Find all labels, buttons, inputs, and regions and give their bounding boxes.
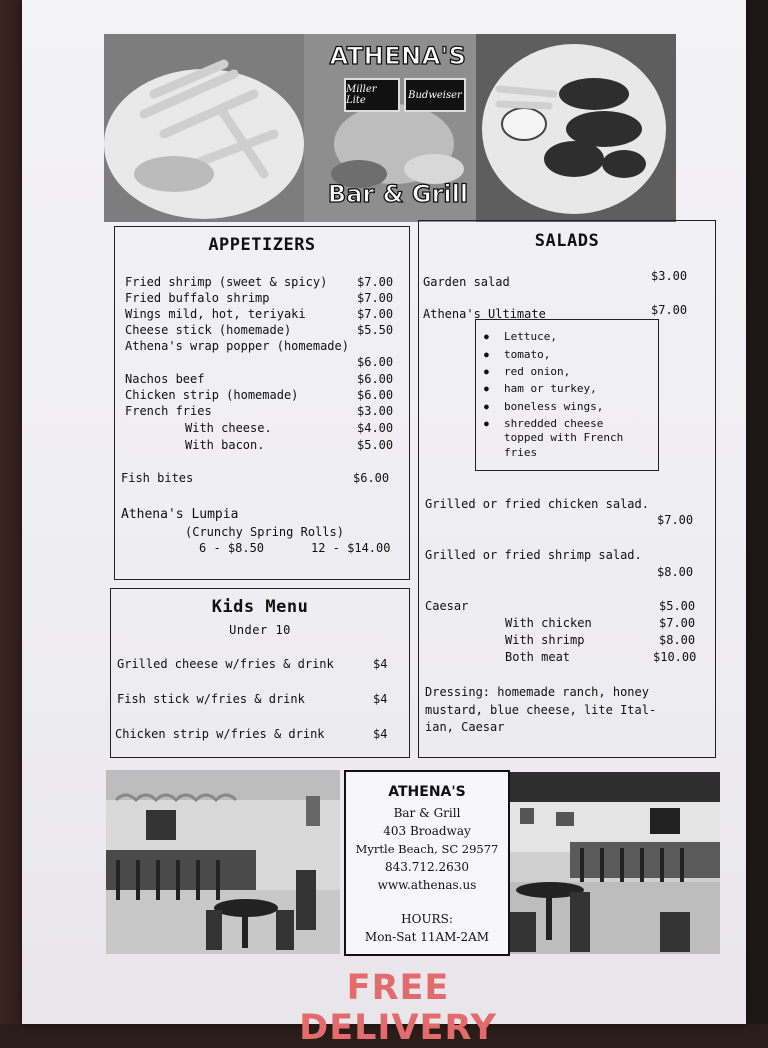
interior-photo-left: [106, 770, 340, 954]
menu-item-price: $6.00: [357, 388, 394, 402]
menu-item-name: Fish stick w/fries & drink: [117, 692, 305, 706]
menu-item-price: $5.00: [357, 438, 394, 452]
menu-item-price: $4: [373, 657, 388, 671]
menu-item-price: $3.00: [651, 269, 688, 283]
menu-item-name: Fried shrimp (sweet & spicy): [125, 275, 328, 289]
info-hours: Mon-Sat 11AM-2AM: [364, 930, 490, 944]
kids-menu-section: [110, 588, 410, 758]
info-name: ATHENA'S: [388, 784, 466, 800]
bar-interior-image: [106, 770, 340, 954]
menu-item-price: $6.00: [353, 471, 390, 485]
appetizers-title: APPETIZERS: [208, 235, 316, 255]
menu-item-name: With cheese.: [185, 421, 272, 435]
ingredient-continuation: fries: [504, 446, 538, 459]
menu-item-price: $10.00: [653, 650, 697, 664]
restaurant-info-card: [344, 770, 510, 956]
free-delivery-banner: FREE DELIVERY: [299, 968, 497, 1048]
lumpia-name: Athena's Lumpia: [121, 507, 239, 522]
kids-menu-title: Kids Menu: [211, 597, 309, 617]
menu-item-price: $5.50: [357, 323, 394, 337]
info-address-city: Myrtle Beach, SC 29577: [355, 842, 499, 856]
menu-item-price: $7.00: [651, 303, 688, 317]
menu-item-name: Cheese stick (homemade): [125, 323, 292, 337]
menu-item-name: Fried buffalo shrimp: [125, 291, 270, 305]
menu-item-name: Grilled or fried chicken salad.: [425, 497, 649, 511]
miller-lite-logo: Miller Lite: [344, 78, 400, 112]
kids-menu-subtitle: Under 10: [229, 623, 291, 637]
menu-item-price: $8.00: [657, 565, 694, 579]
info-phone: 843.712.2630: [385, 860, 469, 874]
menu-item-name: With shrimp: [505, 633, 585, 647]
menu-item-name: Fish bites: [121, 471, 194, 485]
menu-item-name: Garden salad: [423, 275, 510, 289]
menu-item-price: $6.00: [357, 372, 394, 386]
menu-item-name: Both meat: [505, 650, 571, 664]
info-hours-label: HOURS:: [401, 912, 453, 926]
menu-item-name: Nachos beef: [125, 372, 205, 386]
ultimate-ingredients: Lettuce, tomato, red onion, ham or turkey, boneless wings, shredded cheese topped with French fries: [475, 319, 659, 471]
menu-item-price: $4: [373, 727, 388, 741]
menu-item-name: Caesar: [425, 599, 469, 613]
info-subtitle: Bar & Grill: [393, 806, 461, 820]
appetizers-section: [114, 226, 410, 580]
header-banner: [104, 34, 676, 222]
menu-item-name: Chicken strip w/fries & drink: [115, 727, 325, 741]
menu-item-price: $4.00: [357, 421, 394, 435]
dressing-line: ian, Caesar: [425, 720, 505, 734]
lumpia-option: 6 - $8.50: [199, 541, 265, 555]
menu-item-name: With chicken: [505, 616, 592, 630]
dining-room-image: [510, 772, 720, 954]
menu-item-price: $6.00: [357, 355, 394, 369]
dressing-line: mustard, blue cheese, lite Ital-: [425, 703, 657, 717]
menu-item-name: Athena's Ultimate: [423, 307, 546, 321]
menu-item-price: $7.00: [357, 275, 394, 289]
menu-item-name: Wings mild, hot, teriyaki: [125, 307, 306, 321]
brand-title: ATHENA'S: [329, 42, 467, 70]
menu-item-price: $8.00: [659, 633, 696, 647]
interior-photo-right: [510, 772, 720, 954]
lumpia-option: 12 - $14.00: [311, 541, 391, 555]
menu-item-name: Athena's wrap popper (homemade): [125, 339, 349, 353]
menu-item-name: With bacon.: [185, 438, 265, 452]
lumpia-description: (Crunchy Spring Rolls): [185, 525, 344, 539]
menu-item-price: $4: [373, 692, 388, 706]
menu-item-name: French fries: [125, 404, 212, 418]
brand-subtitle: Bar & Grill: [327, 180, 469, 208]
info-address-street: 403 Broadway: [383, 824, 471, 838]
salads-section: [418, 220, 716, 758]
ingredient-continuation: topped with French: [504, 431, 624, 444]
menu-item-price: $7.00: [357, 291, 394, 305]
menu-item-price: $3.00: [357, 404, 394, 418]
menu-item-price: $7.00: [659, 616, 696, 630]
dressing-line: Dressing: homemade ranch, honey: [425, 685, 649, 699]
menu-item-name: Grilled or fried shrimp salad.: [425, 548, 642, 562]
menu-item-name: Chicken strip (homemade): [125, 388, 299, 402]
salads-title: SALADS: [534, 231, 600, 251]
budweiser-logo: Budweiser: [404, 78, 466, 112]
menu-item-name: Grilled cheese w/fries & drink: [117, 657, 334, 671]
info-website: www.athenas.us: [377, 878, 477, 892]
menu-item-price: $7.00: [357, 307, 394, 321]
menu-item-price: $7.00: [657, 513, 694, 527]
menu-item-price: $5.00: [659, 599, 696, 613]
